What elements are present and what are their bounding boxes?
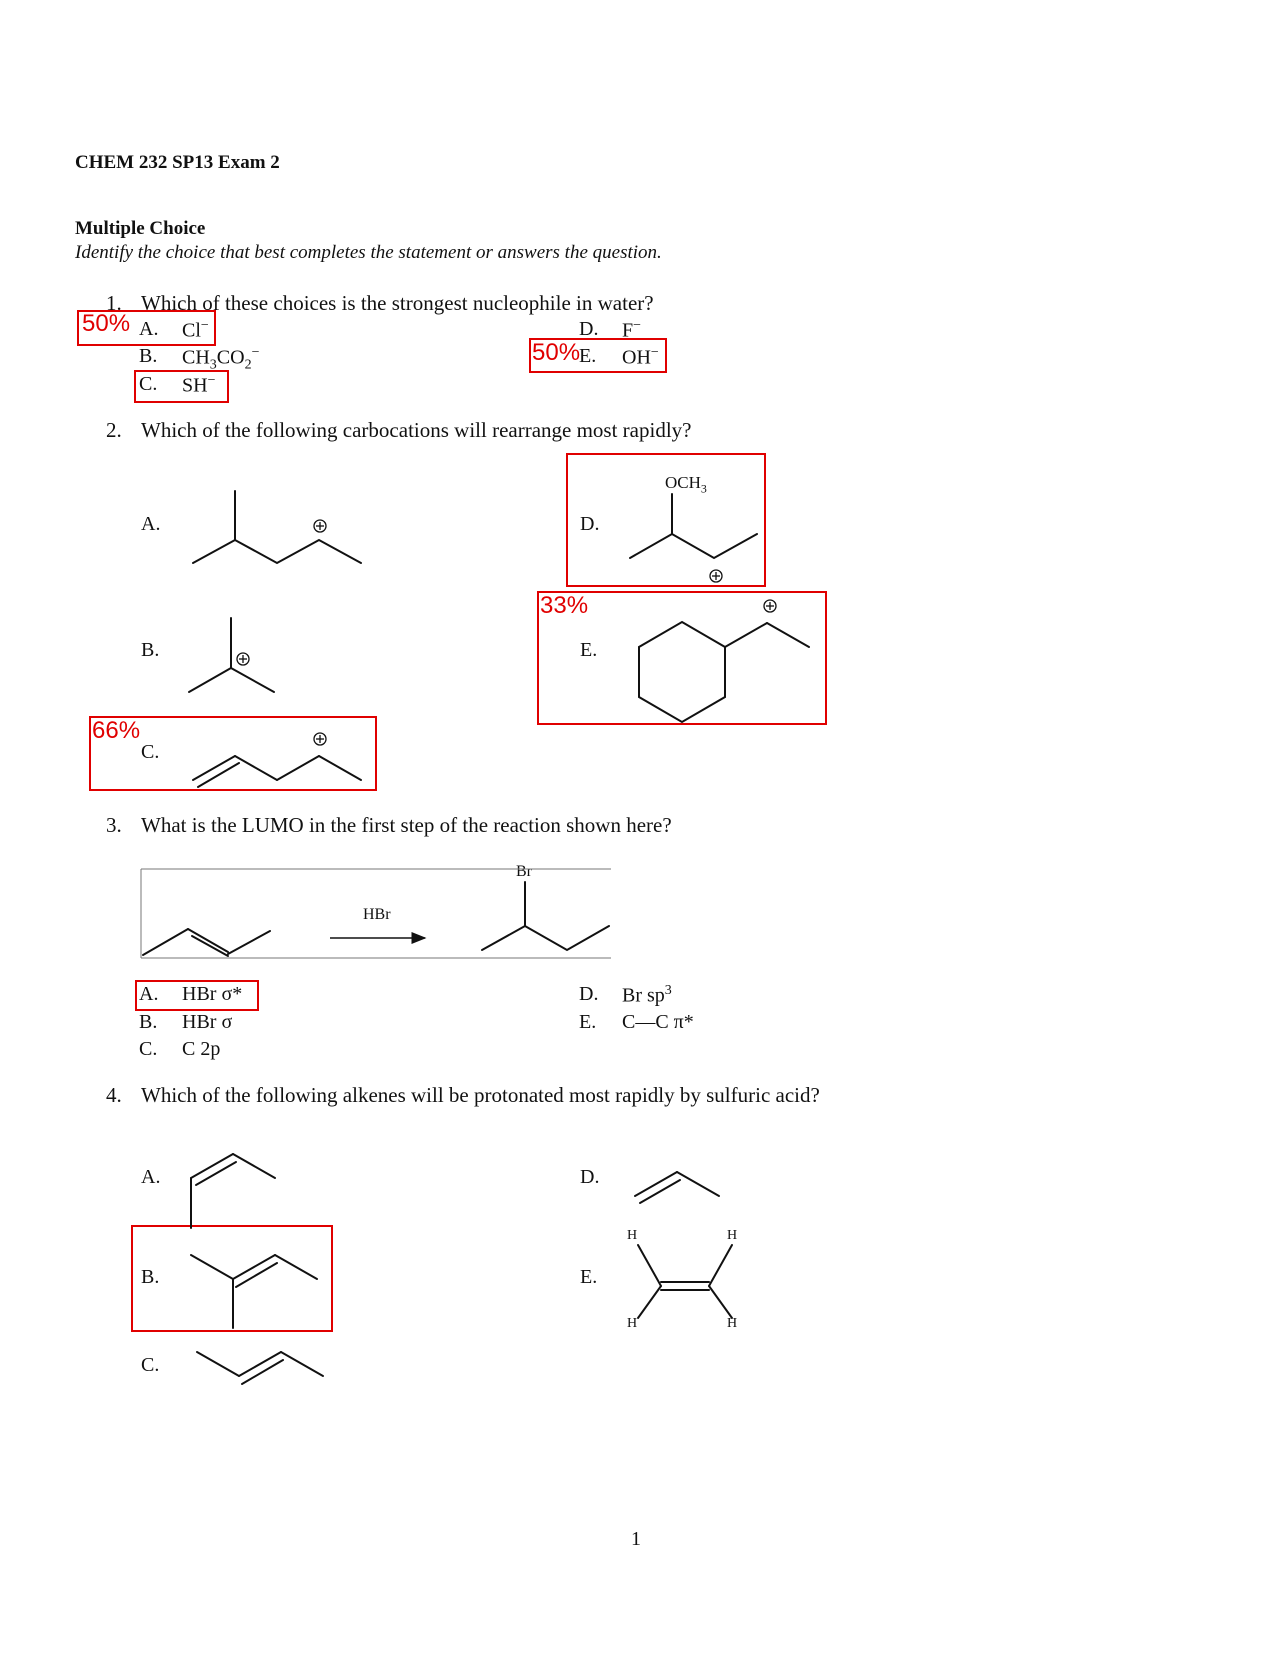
q3-option-c-letter: C. xyxy=(139,1038,158,1060)
q3-option-c: C 2p xyxy=(182,1038,221,1060)
q2-c-structure xyxy=(193,733,361,787)
q2-label-e: E. xyxy=(580,639,598,661)
q4-label-c: C. xyxy=(141,1354,160,1376)
q1-e-percent: 50% xyxy=(532,339,581,366)
q1-a-percent: 50% xyxy=(82,310,131,337)
q2-e-structure xyxy=(639,600,809,722)
q2-c-percent: 66% xyxy=(92,717,141,744)
q4-e-h-top-left: H xyxy=(627,1228,638,1243)
q1-option-b: $CH_3CO_2^-$ xyxy=(182,345,260,373)
q3-option-a: HBr σ* xyxy=(182,983,243,1005)
page-number: 1 xyxy=(631,1528,641,1550)
q3-option-d: Br $sp^3$ xyxy=(622,983,672,1007)
q4-e-h-bottom-right: H xyxy=(727,1316,738,1331)
q3-option-e: C—C π* xyxy=(622,1011,694,1033)
q1-option-e-letter: E. xyxy=(579,345,597,367)
q4-label-d: D. xyxy=(580,1166,600,1188)
q2-a-structure xyxy=(193,491,361,563)
q2-d-methoxy-label: $OCH_3$ xyxy=(665,473,707,496)
q1-option-c: SH− xyxy=(182,373,216,397)
section-heading: Multiple Choice xyxy=(75,218,206,239)
q3-product-br: Br xyxy=(516,863,532,880)
q2-e-percent: 33% xyxy=(540,592,589,619)
q4-e-structure xyxy=(638,1245,732,1318)
q1-option-a-letter: A. xyxy=(139,318,159,340)
instructions: Identify the choice that best completes the statement or answers the question. xyxy=(75,242,662,263)
q2-b-structure xyxy=(189,618,274,692)
q1-option-b-letter: B. xyxy=(139,345,158,367)
q1-text: Which of these choices is the strongest nucleophile in water? xyxy=(141,291,654,315)
exam-title: CHEM 232 SP13 Exam 2 xyxy=(75,152,280,173)
q1-number: 1. xyxy=(106,291,122,315)
q4-b-structure xyxy=(191,1255,317,1328)
q1-option-d-letter: D. xyxy=(579,318,599,340)
q3-option-e-letter: E. xyxy=(579,1011,597,1033)
q4-text: Which of the following alkenes will be protonated most rapidly by sulfuric acid? xyxy=(141,1083,820,1107)
q3-text: What is the LUMO in the first step of the reaction shown here? xyxy=(141,813,672,837)
q4-e-h-top-right: H xyxy=(727,1228,738,1243)
q3-option-b-letter: B. xyxy=(139,1011,158,1033)
q4-d-structure xyxy=(635,1172,719,1203)
q2-label-b: B. xyxy=(141,639,160,661)
q3-number: 3. xyxy=(106,813,122,837)
q1-option-c-letter: C. xyxy=(139,373,158,395)
q1-option-a: Cl− xyxy=(182,318,209,342)
q2-label-c: C. xyxy=(141,741,160,763)
q3-reagent: HBr xyxy=(363,906,391,923)
q4-c-structure xyxy=(197,1352,323,1384)
q2-label-d: D. xyxy=(580,513,600,535)
q2-d-structure xyxy=(630,494,757,582)
q4-label-b: B. xyxy=(141,1266,160,1288)
q1-option-e: OH− xyxy=(622,345,659,369)
q1-option-d: F− xyxy=(622,318,642,342)
q2-text: Which of the following carbocations will rearrange most rapidly? xyxy=(141,418,692,442)
q4-label-e: E. xyxy=(580,1266,598,1288)
q3-option-a-letter: A. xyxy=(139,983,159,1005)
q4-label-a: A. xyxy=(141,1166,161,1188)
q3-option-b: HBr σ xyxy=(182,1011,233,1033)
q4-number: 4. xyxy=(106,1083,122,1107)
q4-e-h-bottom-left: H xyxy=(627,1316,638,1331)
q3-option-d-letter: D. xyxy=(579,983,599,1005)
q2-number: 2. xyxy=(106,418,122,442)
q3-reaction-scheme xyxy=(141,869,611,958)
q4-a-structure xyxy=(191,1154,275,1228)
q2-label-a: A. xyxy=(141,513,161,535)
